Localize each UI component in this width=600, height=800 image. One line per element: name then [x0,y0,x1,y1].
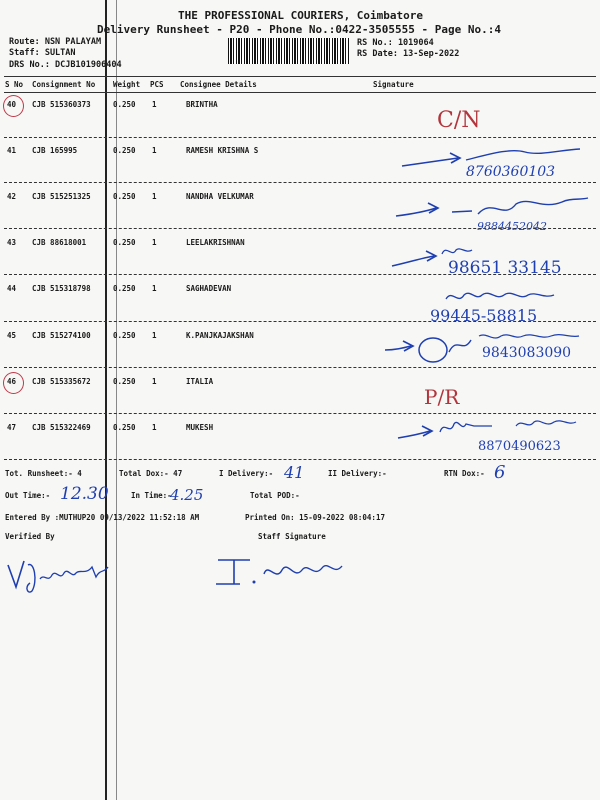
cell-sno: 42 [7,192,17,201]
ii-delivery: II Delivery:- [328,469,387,478]
staff-signature-label: Staff Signature [258,532,326,541]
entered-by: Entered By :MUTHUP20 09/13/2022 11:52:18 AM [5,513,200,522]
phone-44: 99445-58815 [430,306,538,325]
cell-consignment: CJB 515251325 [32,192,91,201]
row-divider [4,413,596,414]
drs-label: DRS No.: DCJB101906404 [9,60,122,70]
cell-pcs: 1 [152,100,157,109]
cell-weight: 0.250 [113,192,136,201]
cell-pcs: 1 [152,331,157,340]
row-46-circle-mark [3,372,24,394]
cell-sno: 45 [7,331,17,340]
cell-sno: 47 [7,423,17,432]
total-dox: Total Dox:- 47 [119,469,183,478]
col-sno: S No [5,80,24,89]
rs-no: RS No.: 1019064 [357,38,434,48]
cell-consignee: LEELAKRISHNAN [186,238,245,247]
out-time-value: 12.30 [60,484,109,504]
cell-consignee: BRINTHA [186,100,218,109]
cell-pcs: 1 [152,423,157,432]
staff-signature [210,552,360,592]
phone-43: 98651 33145 [448,258,562,278]
cell-pcs: 1 [152,146,157,155]
cell-weight: 0.250 [113,100,136,109]
route-label: Route: NSN PALAYAM [9,37,102,47]
cell-pcs: 1 [152,238,157,247]
table-row [0,377,600,389]
cell-pcs: 1 [152,377,157,386]
sig-44-tamil [444,287,564,307]
cell-weight: 0.250 [113,238,136,247]
verified-by: Verified By [5,532,55,541]
barcode [228,38,350,64]
row-40-circle-mark [3,95,24,117]
scan-line-right [116,0,117,800]
cell-weight: 0.250 [113,377,136,386]
runsheet-subtitle: Delivery Runsheet - P20 - Phone No.:0422-3505555 - Page No.:4 [97,23,501,36]
in-time: In Time:- [131,491,172,500]
out-time: Out Time:- [5,491,51,500]
cell-sno: 41 [7,146,17,155]
rs-date: RS Date: 13-Sep-2022 [357,49,460,59]
rtn-dox-count: 6 [494,462,506,483]
cell-weight: 0.250 [113,146,136,155]
verifier-signature [4,555,114,605]
cell-pcs: 1 [152,192,157,201]
phone-47: 8870490623 [478,439,561,454]
cell-weight: 0.250 [113,331,136,340]
i-delivery-count: 41 [284,463,305,482]
cell-consignee: ITALIA [186,377,214,386]
cell-sno: 43 [7,238,17,247]
cell-weight: 0.250 [113,284,136,293]
rtn-dox: RTN Dox:- [444,469,485,478]
i-delivery: I Delivery:- [219,469,274,478]
cell-consignment: CJB 515318798 [32,284,91,293]
cell-consignee: NANDHA VELKUMAR [186,192,254,201]
row-divider [4,137,596,138]
company-title: THE PROFESSIONAL COURIERS, Coimbatore [178,9,424,22]
in-time-value: 4.25 [170,486,204,504]
cell-consignment: CJB 515322469 [32,423,91,432]
cell-sno: 46 [7,377,17,386]
phone-45: 9843083090 [482,345,572,361]
col-consignment: Consignment No [32,80,96,89]
cell-sno: 44 [7,284,17,293]
staff-label: Staff: SULTAN [9,48,76,58]
cell-consignment: CJB 515360373 [32,100,91,109]
tot-runsheet: Tot. Runsheet:- 4 [5,469,82,478]
cell-pcs: 1 [152,284,157,293]
col-consignee: Consignee Details [180,80,257,89]
cn-handwritten: C/N [437,108,481,133]
cell-sno: 40 [7,100,17,109]
pr-handwritten: P/R [424,385,460,409]
scan-line-left [105,0,107,800]
header-rule-bottom [4,92,596,93]
cell-consignee: MUKESH [186,423,214,432]
row-divider [4,459,596,460]
cell-consignee: SAGHADEVAN [186,284,232,293]
phone-41: 8760360103 [466,164,556,180]
cell-consignment: CJB 515335672 [32,377,91,386]
cell-weight: 0.250 [113,423,136,432]
header-rule-top [4,76,596,77]
table-row [0,100,600,112]
table-row [0,238,600,250]
col-pcs: PCS [150,80,164,89]
cell-consignment: CJB 165995 [32,146,78,155]
total-pod: Total POD:- [250,491,300,500]
cell-consignee: K.PANJKAJAKSHAN [186,331,254,340]
cell-consignee: RAMESH KRISHNA S [186,146,259,155]
col-weight: Weight [113,80,141,89]
printed-on: Printed On: 15-09-2022 08:04:17 [245,513,385,522]
cell-consignment: CJB 515274100 [32,331,91,340]
col-signature: Signature [373,80,414,89]
phone-42: 9884452042 [477,220,547,233]
cell-consignment: CJB 88618001 [32,238,87,247]
